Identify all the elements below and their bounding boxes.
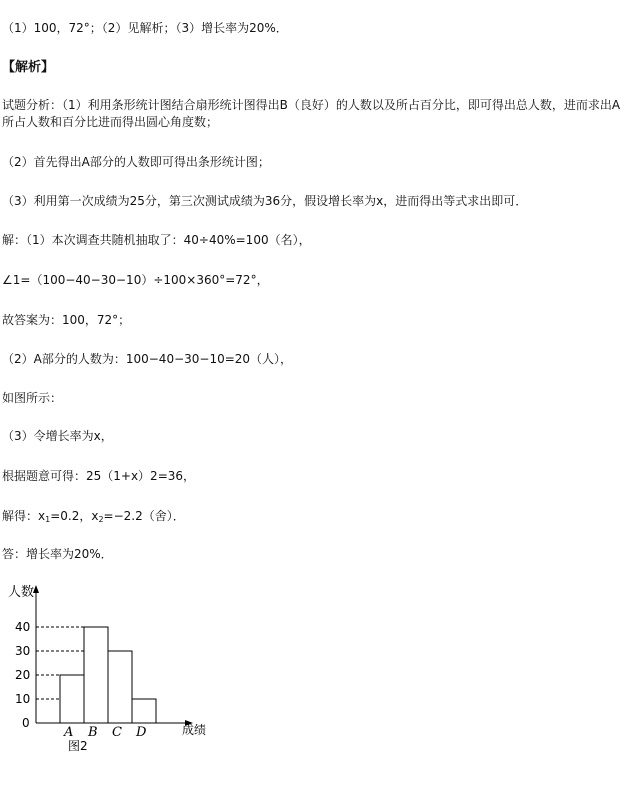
solution-step-7: 根据题意可得：25（1+x）2=36， xyxy=(2,469,196,483)
x-tick-D: D xyxy=(136,725,147,740)
solution-step-8 xyxy=(2,508,185,528)
solution-step-1: 解：（1）本次调查共随机抽取了：40÷40%=100（名）， xyxy=(2,233,311,247)
bar-D xyxy=(132,699,156,723)
roots-prefix: 解得：x xyxy=(2,509,46,523)
bar-C xyxy=(108,651,132,723)
subscript-2: 2 xyxy=(98,515,104,524)
bar-A xyxy=(60,675,84,723)
subscript-1: 1 xyxy=(45,515,51,524)
analysis-paragraph-3: （3）利用第一次成绩为25分，第三次测试成绩为36分，假设增长率为x，进而得出等式求出即可． xyxy=(2,194,528,208)
solution-step-6: （3）令增长率为x， xyxy=(2,429,113,443)
solution-step-4: （2）A部分的人数为：100−40−30−10=20（人）， xyxy=(2,352,293,366)
roots-middle: =0.2，x xyxy=(50,509,99,523)
analysis-paragraph-2: （2）首先得出A部分的人数即可得出条形统计图； xyxy=(2,155,270,169)
figure-caption: 图2 xyxy=(68,739,88,753)
x-tick-A: A xyxy=(64,725,74,740)
y-tick-0: 0 xyxy=(22,716,30,730)
answer-line: （1）100，72°；（2）见解析；（3）增长率为20%． xyxy=(2,21,288,35)
solution-step-5: 如图所示： xyxy=(2,391,63,405)
analysis-paragraph-1: 试题分析：（1）利用条形统计图结合扇形统计图得出B（良好）的人数以及所占百分比，即可得出总人数，进而求出A所占人数和百分比进而得出圆心角度数； xyxy=(2,98,621,129)
bar-chart xyxy=(0,580,260,760)
y-tick-20: 20 xyxy=(15,668,31,682)
y-tick-30: 30 xyxy=(15,644,31,658)
x-tick-B: B xyxy=(88,725,98,740)
solution-step-9: 答：增长率为20%． xyxy=(2,547,113,561)
solution-step-2: ∠1=（100−40−30−10）÷100×360°=72°， xyxy=(2,273,269,287)
roots-suffix: =−2.2（舍）． xyxy=(103,509,185,523)
y-axis-label: 人数 xyxy=(8,585,35,600)
solution-step-3: 故答案为：100，72°； xyxy=(2,313,131,327)
y-tick-labels xyxy=(15,620,30,730)
section-heading: 【解析】 xyxy=(2,60,55,75)
x-tick-C: C xyxy=(112,725,122,740)
y-tick-40: 40 xyxy=(15,620,31,634)
y-tick-10: 10 xyxy=(15,692,31,706)
bars xyxy=(60,627,156,723)
x-tick-labels xyxy=(63,725,147,740)
x-axis-label: 成绩 xyxy=(182,723,207,737)
bar-B xyxy=(84,627,108,723)
